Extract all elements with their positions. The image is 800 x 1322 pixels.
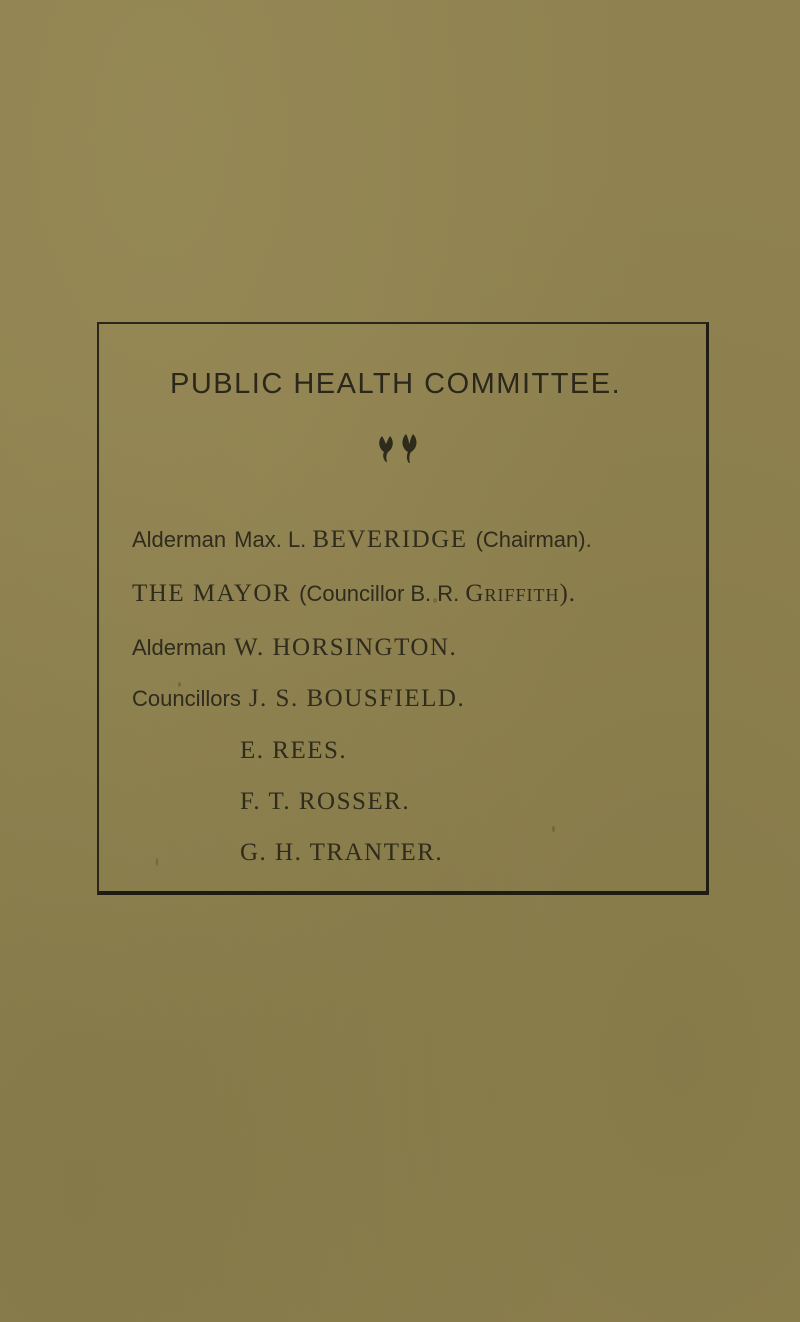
member-surname: BEVERIDGE	[312, 526, 468, 553]
paper-speck	[156, 858, 158, 866]
member-line-tranter: G. H. TRANTER.	[240, 839, 444, 866]
member-role: Alderman	[132, 527, 227, 552]
member-name: J. S. BOUSFIELD.	[248, 685, 466, 712]
member-line-rosser: F. T. ROSSER.	[240, 788, 411, 815]
committee-title: PUBLIC HEALTH COMMITTEE.	[170, 368, 622, 400]
member-role: Alderman	[132, 635, 227, 660]
member-note: Griffith).	[465, 580, 577, 607]
member-note: (Chairman).	[475, 527, 592, 552]
member-line-mayor	[132, 580, 576, 608]
paper-speck	[178, 682, 181, 687]
member-line-alderman	[132, 634, 457, 662]
member-name: (Councillor B. R.	[299, 581, 466, 606]
member-role: Councillors	[132, 686, 241, 711]
member-line-councillors	[132, 685, 465, 713]
member-role: THE MAYOR	[132, 580, 292, 607]
member-line-chairman	[132, 526, 592, 554]
paper-speck	[433, 598, 437, 603]
member-name-part: Max. L.	[234, 527, 313, 552]
leaf-ornament-icon	[372, 430, 432, 466]
paper-speck	[552, 826, 555, 832]
member-line-rees: E. REES.	[240, 737, 348, 764]
member-name: W. HORSINGTON.	[234, 634, 458, 661]
